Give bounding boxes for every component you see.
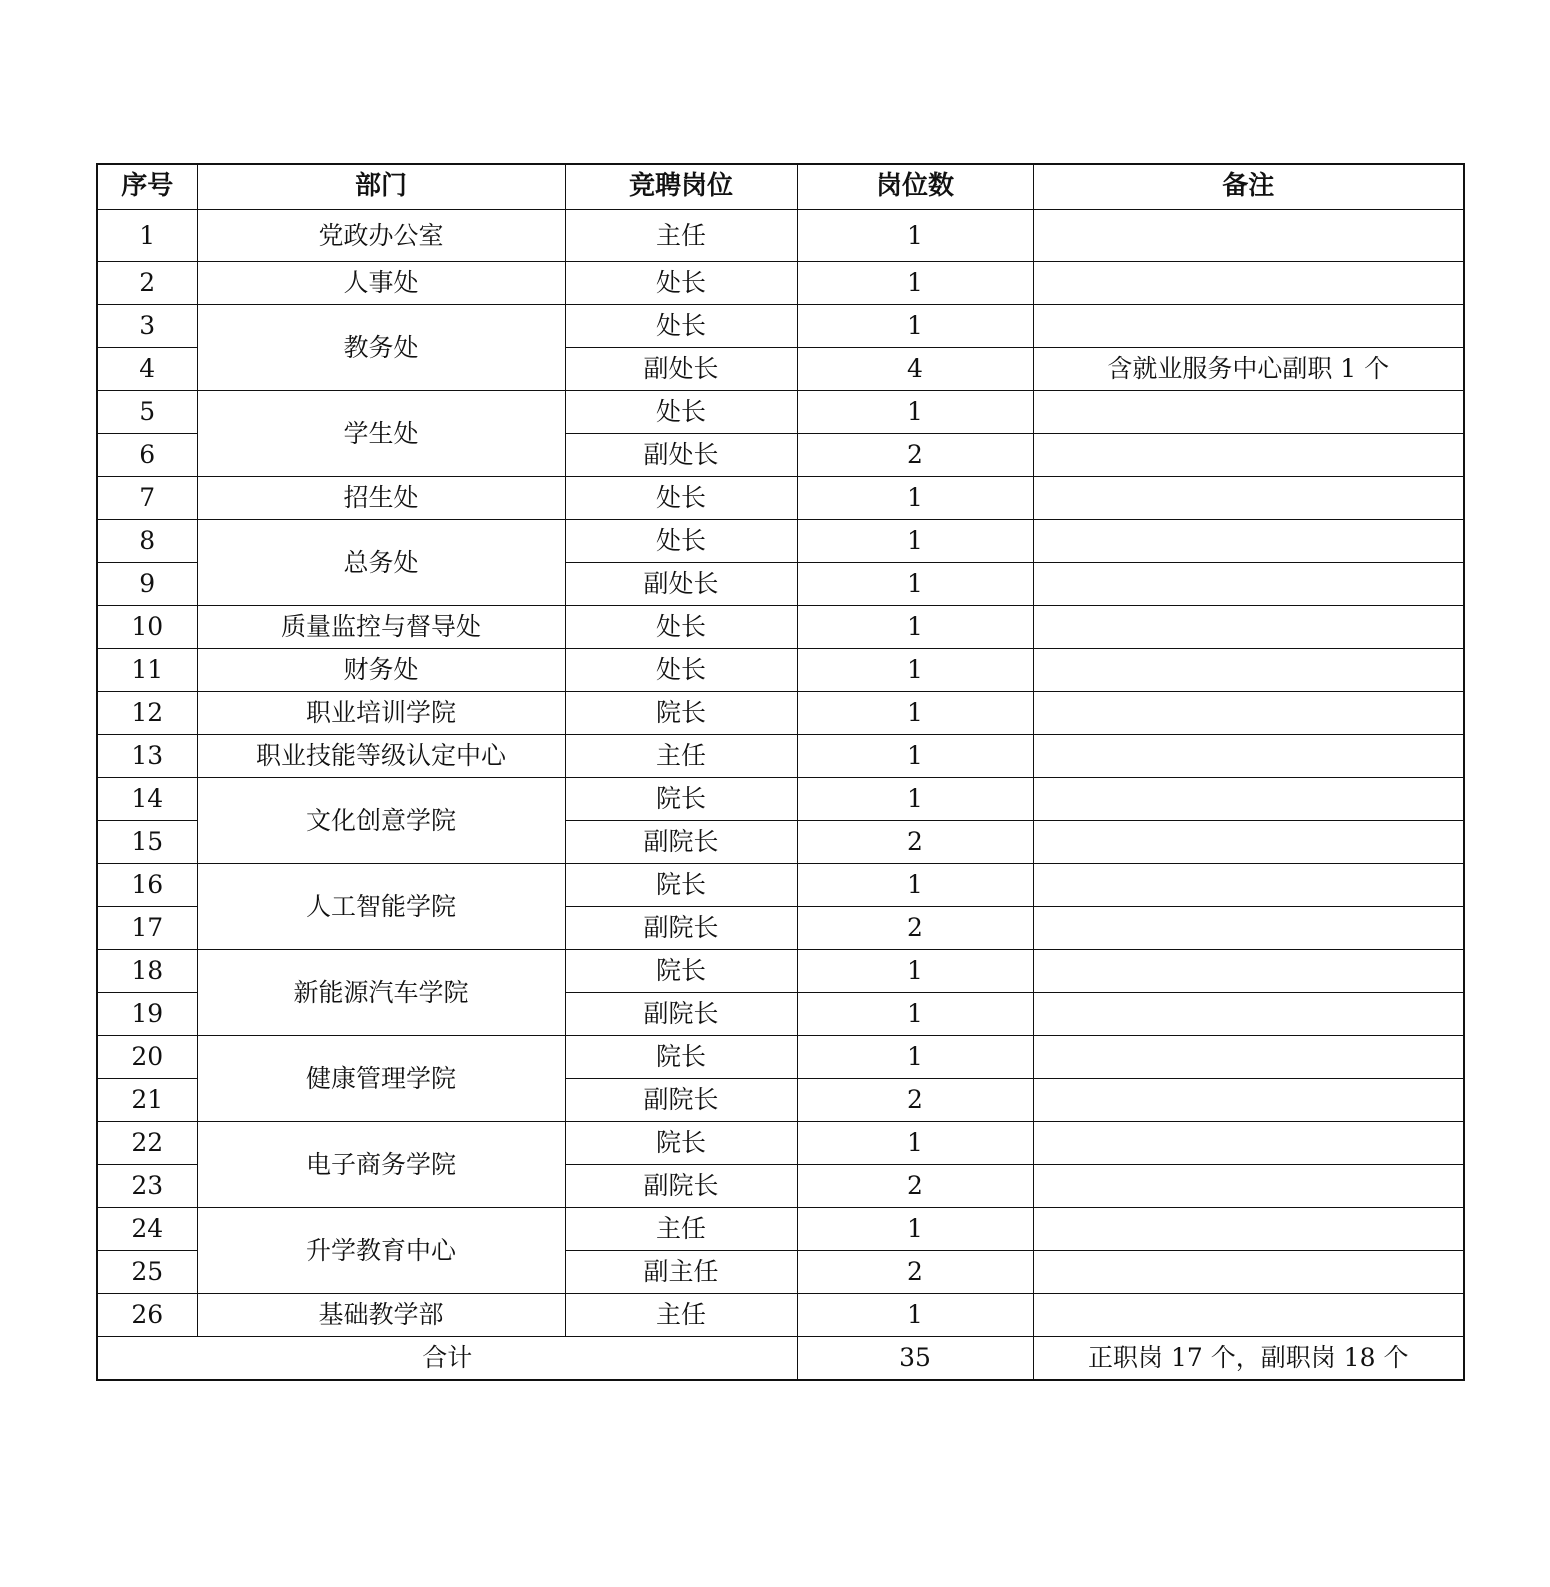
cell-serial: 10 (97, 606, 197, 649)
cell-department: 新能源汽车学院 (197, 950, 565, 1036)
cell-count: 1 (797, 262, 1033, 305)
cell-serial: 26 (97, 1294, 197, 1337)
cell-count: 1 (797, 1122, 1033, 1165)
cell-position: 院长 (565, 1122, 797, 1165)
cell-note (1033, 391, 1464, 434)
cell-position: 副院长 (565, 1079, 797, 1122)
cell-position: 主任 (565, 210, 797, 262)
cell-serial: 20 (97, 1036, 197, 1079)
cell-note (1033, 262, 1464, 305)
cell-serial: 12 (97, 692, 197, 735)
cell-department: 党政办公室 (197, 210, 565, 262)
cell-position: 处长 (565, 649, 797, 692)
cell-note (1033, 1079, 1464, 1122)
cell-position: 处长 (565, 262, 797, 305)
cell-note (1033, 606, 1464, 649)
cell-serial: 14 (97, 778, 197, 821)
cell-department: 升学教育中心 (197, 1208, 565, 1294)
table-row (97, 606, 1464, 649)
cell-count: 2 (797, 1079, 1033, 1122)
cell-serial: 15 (97, 821, 197, 864)
cell-note (1033, 1165, 1464, 1208)
cell-note (1033, 434, 1464, 477)
cell-position: 处长 (565, 520, 797, 563)
cell-note (1033, 305, 1464, 348)
cell-note (1033, 1122, 1464, 1165)
table-body (97, 210, 1464, 1337)
header-serial: 序号 (97, 164, 197, 210)
cell-note (1033, 907, 1464, 950)
cell-count: 1 (797, 692, 1033, 735)
cell-count: 1 (797, 735, 1033, 778)
cell-department: 学生处 (197, 391, 565, 477)
cell-position: 院长 (565, 1036, 797, 1079)
cell-department: 电子商务学院 (197, 1122, 565, 1208)
cell-department: 总务处 (197, 520, 565, 606)
cell-department: 健康管理学院 (197, 1036, 565, 1122)
table-row (97, 1036, 1464, 1079)
table-row (97, 1208, 1464, 1251)
header-position: 竞聘岗位 (565, 164, 797, 210)
cell-count: 2 (797, 1165, 1033, 1208)
cell-count: 1 (797, 1208, 1033, 1251)
cell-department: 文化创意学院 (197, 778, 565, 864)
total-row (97, 1337, 1464, 1381)
table-row (97, 778, 1464, 821)
cell-serial: 4 (97, 348, 197, 391)
cell-position: 副院长 (565, 907, 797, 950)
cell-note (1033, 993, 1464, 1036)
table-row (97, 1122, 1464, 1165)
table-row (97, 262, 1464, 305)
cell-position: 处长 (565, 391, 797, 434)
cell-serial: 1 (97, 210, 197, 262)
cell-note (1033, 210, 1464, 262)
cell-count: 2 (797, 821, 1033, 864)
total-label: 合计 (97, 1337, 797, 1381)
cell-count: 1 (797, 864, 1033, 907)
cell-count: 1 (797, 649, 1033, 692)
cell-note (1033, 735, 1464, 778)
cell-position: 副院长 (565, 993, 797, 1036)
cell-count: 1 (797, 305, 1033, 348)
cell-department: 人事处 (197, 262, 565, 305)
cell-count: 1 (797, 1036, 1033, 1079)
cell-position: 副院长 (565, 1165, 797, 1208)
cell-department: 质量监控与督导处 (197, 606, 565, 649)
cell-position: 处长 (565, 305, 797, 348)
cell-count: 4 (797, 348, 1033, 391)
cell-serial: 22 (97, 1122, 197, 1165)
cell-serial: 18 (97, 950, 197, 993)
cell-position: 院长 (565, 864, 797, 907)
table-row (97, 950, 1464, 993)
cell-note (1033, 563, 1464, 606)
cell-count: 1 (797, 520, 1033, 563)
cell-position: 处长 (565, 477, 797, 520)
cell-serial: 13 (97, 735, 197, 778)
cell-count: 2 (797, 434, 1033, 477)
cell-note (1033, 1036, 1464, 1079)
cell-serial: 23 (97, 1165, 197, 1208)
cell-position: 主任 (565, 1294, 797, 1337)
cell-serial: 11 (97, 649, 197, 692)
cell-position: 院长 (565, 778, 797, 821)
cell-count: 1 (797, 210, 1033, 262)
cell-note (1033, 1294, 1464, 1337)
cell-position: 主任 (565, 735, 797, 778)
cell-serial: 25 (97, 1251, 197, 1294)
header-department: 部门 (197, 164, 565, 210)
cell-serial: 6 (97, 434, 197, 477)
cell-serial: 19 (97, 993, 197, 1036)
table-row (97, 210, 1464, 262)
table-row (97, 391, 1464, 434)
cell-count: 1 (797, 993, 1033, 1036)
header-count: 岗位数 (797, 164, 1033, 210)
table-row (97, 864, 1464, 907)
cell-count: 1 (797, 391, 1033, 434)
positions-table (96, 163, 1465, 1381)
table-row (97, 649, 1464, 692)
cell-count: 1 (797, 1294, 1033, 1337)
cell-serial: 24 (97, 1208, 197, 1251)
cell-serial: 2 (97, 262, 197, 305)
cell-position: 院长 (565, 950, 797, 993)
cell-note (1033, 864, 1464, 907)
cell-serial: 7 (97, 477, 197, 520)
cell-serial: 21 (97, 1079, 197, 1122)
cell-department: 基础教学部 (197, 1294, 565, 1337)
cell-department: 教务处 (197, 305, 565, 391)
table-row (97, 692, 1464, 735)
cell-serial: 5 (97, 391, 197, 434)
cell-department: 招生处 (197, 477, 565, 520)
table-row (97, 520, 1464, 563)
cell-count: 1 (797, 606, 1033, 649)
cell-note: 含就业服务中心副职 1 个 (1033, 348, 1464, 391)
cell-note (1033, 692, 1464, 735)
cell-count: 2 (797, 907, 1033, 950)
cell-note (1033, 649, 1464, 692)
total-note: 正职岗 17 个，副职岗 18 个 (1033, 1337, 1464, 1381)
cell-note (1033, 778, 1464, 821)
cell-count: 2 (797, 1251, 1033, 1294)
cell-serial: 17 (97, 907, 197, 950)
cell-serial: 16 (97, 864, 197, 907)
cell-count: 1 (797, 477, 1033, 520)
table-row (97, 735, 1464, 778)
table-row (97, 1294, 1464, 1337)
header-note: 备注 (1033, 164, 1464, 210)
cell-note (1033, 1251, 1464, 1294)
cell-serial: 9 (97, 563, 197, 606)
cell-position: 副主任 (565, 1251, 797, 1294)
cell-department: 人工智能学院 (197, 864, 565, 950)
header-row (97, 164, 1464, 210)
cell-position: 副处长 (565, 434, 797, 477)
cell-position: 副处长 (565, 563, 797, 606)
cell-note (1033, 477, 1464, 520)
cell-count: 1 (797, 563, 1033, 606)
cell-position: 主任 (565, 1208, 797, 1251)
cell-position: 副院长 (565, 821, 797, 864)
cell-department: 财务处 (197, 649, 565, 692)
cell-position: 副处长 (565, 348, 797, 391)
cell-note (1033, 1208, 1464, 1251)
cell-count: 1 (797, 950, 1033, 993)
cell-position: 处长 (565, 606, 797, 649)
cell-note (1033, 950, 1464, 993)
cell-department: 职业培训学院 (197, 692, 565, 735)
table-row (97, 477, 1464, 520)
cell-note (1033, 520, 1464, 563)
table-row (97, 305, 1464, 348)
total-count: 35 (797, 1337, 1033, 1381)
cell-note (1033, 821, 1464, 864)
cell-count: 1 (797, 778, 1033, 821)
cell-department: 职业技能等级认定中心 (197, 735, 565, 778)
cell-serial: 3 (97, 305, 197, 348)
cell-serial: 8 (97, 520, 197, 563)
cell-position: 院长 (565, 692, 797, 735)
